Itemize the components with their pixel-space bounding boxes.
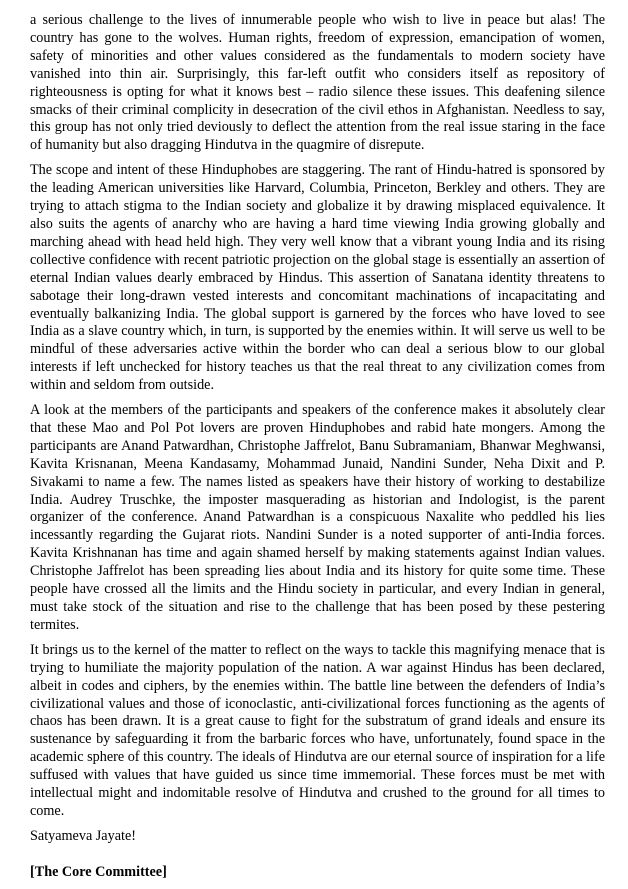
closing-line: Satyameva Jayate!: [30, 827, 136, 844]
paragraph-4: It brings us to the kernel of the matter to reflect on the ways to tackle this magnifying menace that is trying to humiliate the majority population of the nation. A war against Hindus has been declared, albeit in codes and ciphers, by the enemies within. The battle line between the defenders of India’s civilizational values and those of iconoclastic, anti-civilizational forces functioning as the agents of chaos has been drawn. It is a great cause to fight for the substratum of grand ideals and ensure its sustenance by safeguarding it from the barbaric forces who have, unfortunately, found space in the academic sphere of this country. The ideals of Hindutva are our eternal source of inspiration for a life suffused with values that have guided us since time immemorial. These forces must be met with intellectual might and indomitable resolve of Hindutva and crushed to the ground for all times to come.: [30, 641, 605, 819]
signature: [The Core Committee]: [30, 863, 167, 880]
document-page: [30, 12, 605, 889]
paragraph-2: The scope and intent of these Hinduphobes are staggering. The rant of Hindu-hatred is sponsored by the leading American universities like Harvard, Columbia, Princeton, Berkley and others. They are trying to attach stigma to the Indian society and globalize it by drawing misplaced equivalence. It also suits the agents of anarchy who are having a hard time viewing India growing globally and marching ahead with head held high. They very well know that a vibrant young India and its rising collective confidence with recent patriotic projection on the global stage is essentially an assertion of eternal Indian values dearly embraced by Hindus. This assertion of Sanatana identity threatens to sabotage their long-drawn vested interests and concomitant machinations of incapacitating and eventually balkanizing India. The global support is garnered by the forces who have loved to see India as a slave country which, in turn, is supported by the enemies within. It will serve us well to be mindful of these adversaries active within the border who can deal a serious blow to our global interests if left unchecked for history teaches us that the real threat to any civilization comes from within and seldom from outside.: [30, 162, 605, 394]
paragraph-3: A look at the members of the participants and speakers of the conference makes it absolutely clear that these Mao and Pol Pot lovers are proven Hinduphobes and rabid hate mongers. Among the participants are Anand Patwardhan, Christophe Jaffrelot, Banu Subramaniam, Bhanwar Meghwansi, Kavita Krisnanan, Meena Kandasamy, Mohammad Junaid, Nandini Sunder, Neha Dixit and P. Sivakami to name a few. The names listed as speakers have their history of working to destabilize India. Audrey Truschke, the imposter masquerading as historian and Indologist, is the parent organizer of the conference. Anand Patwardhan is a conspicuous Naxalite who peddled his lies incessantly regarding the Gujarat riots. Nandini Sunder is a noted supporter of anti-India forces. Kavita Krishnanan has time and again shamed herself by making statements against Indian values. Christophe Jaffrelot has been spreading lies about India and its history for quite some time. These people have crossed all the limits and the Hindu society in particular, and every Indian in general, must take stock of the situation and rise to the challenge that has been posed by these pestering termites.: [30, 402, 605, 633]
paragraph-1: a serious challenge to the lives of innumerable people who wish to live in peace but alas! The country has gone to the wolves. Human rights, freedom of expression, emancipation of women, safety of minorities and other values considered as the fundamentals to modern society have vanished into thin air. Surprisingly, this far-left outfit who considers itself as repository of righteousness is opting for what it knows best – radio silence these issues. This deafening silence smacks of their criminal complicity in desecration of the civil ethos in Afghanistan. Needless to say, this group has not only tried deviously to deflect the attention from the real issue staring in the face of humanity but also dragging Hindutva in the quagmire of disrepute.: [30, 12, 605, 154]
